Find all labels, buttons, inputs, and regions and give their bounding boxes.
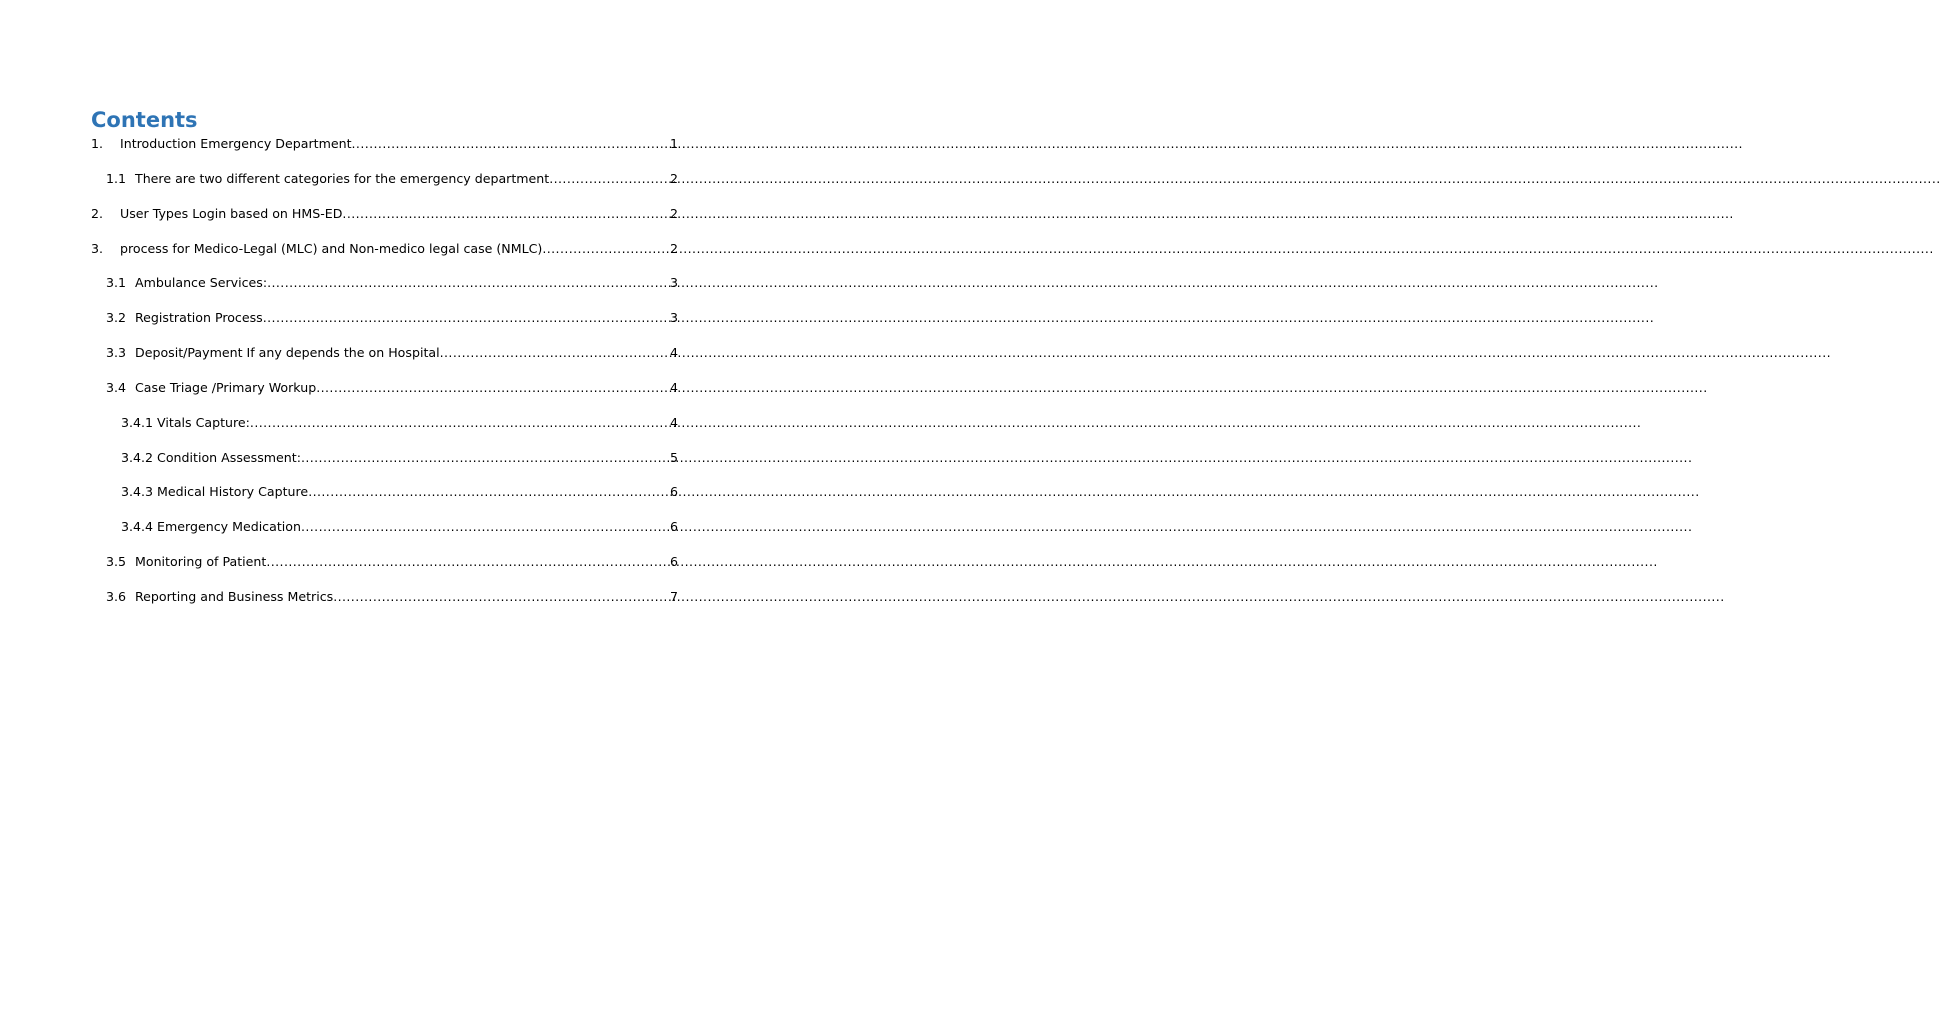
toc-dot-leader: [263, 309, 669, 327]
toc-entry-number: 3.5: [106, 554, 127, 570]
toc-entry-number: 3.3: [106, 345, 127, 361]
toc-entry-title: Ambulance Services:: [135, 275, 268, 291]
toc-entry-number: 3.2: [106, 310, 127, 326]
document-page: [0, 0, 768, 1024]
toc-entry-3-4[interactable]: [0, 376, 768, 411]
toc-entry-number: 3.1: [106, 275, 127, 291]
toc-heading: Contents: [91, 108, 198, 132]
toc-entry-title: There are two different categories for the emergency department: [135, 170, 550, 186]
toc-dot-leader: [352, 135, 669, 153]
toc-entry-page: 3: [669, 310, 678, 326]
toc-dot-leader: [342, 205, 669, 223]
toc-entry-page: 6: [669, 519, 678, 535]
toc-entry-3-6[interactable]: [0, 585, 768, 620]
toc-entry-title: process for Medico-Legal (MLC) and Non-medico legal case (NMLC): [120, 240, 543, 256]
toc-entry-page: 7: [669, 588, 678, 604]
toc-entry-page: 5: [669, 449, 678, 465]
toc-entry-3-4-1[interactable]: [0, 411, 768, 446]
toc-entry-3-5[interactable]: [0, 550, 768, 585]
toc-entry-title: Vitals Capture:: [157, 414, 250, 430]
toc-entry-number: 3.4.1: [121, 414, 154, 430]
toc-entry-title: Introduction Emergency Department: [120, 136, 352, 151]
toc-dot-leader: [440, 344, 669, 362]
toc-entry-3-3[interactable]: [0, 341, 768, 376]
toc-entry-title: Monitoring of Patient: [135, 554, 267, 570]
toc-entry-3-4-4[interactable]: [0, 515, 768, 550]
toc-dot-leader: [308, 483, 669, 501]
toc-entry-page: 1: [669, 136, 678, 151]
toc-entry-page: 2: [669, 205, 678, 221]
toc-dot-leader: [301, 518, 669, 536]
toc-entry-number: 1.1: [106, 170, 127, 186]
toc-entry-page: 6: [669, 484, 678, 500]
toc-entry-number: 3.6: [106, 588, 127, 604]
table-of-contents: [0, 132, 768, 620]
toc-entry-page: 4: [669, 379, 678, 395]
toc-entry-page: 4: [669, 345, 678, 361]
toc-entry-page: 6: [669, 554, 678, 570]
toc-entry-title: Emergency Medication: [157, 519, 301, 535]
toc-entry-2[interactable]: [0, 202, 768, 237]
toc-dot-leader: [301, 449, 669, 467]
toc-entry-3-1[interactable]: [0, 271, 768, 306]
toc-dot-leader: [250, 414, 669, 432]
toc-entry-number: 3.4.4: [121, 519, 154, 535]
toc-entry-number: 3.4: [106, 379, 127, 395]
toc-dot-leader: [549, 170, 669, 188]
toc-entry-number: 2.: [91, 205, 104, 221]
toc-entry-title: Medical History Capture: [157, 484, 309, 500]
toc-entry-number: 3.4.2: [121, 449, 154, 465]
toc-entry-title: Condition Assessment:: [157, 449, 301, 465]
toc-entry-title: Reporting and Business Metrics: [135, 588, 334, 604]
toc-entry-3[interactable]: [0, 237, 768, 272]
toc-entry-page: 2: [669, 240, 678, 256]
toc-entry-number: 3.4.3: [121, 484, 154, 500]
toc-dot-leader: [316, 379, 669, 397]
toc-dot-leader: [333, 588, 669, 606]
toc-entry-title: Deposit/Payment If any depends the on Hospital: [135, 345, 440, 361]
toc-entry-3-4-3[interactable]: [0, 480, 768, 515]
toc-entry-3-4-2[interactable]: [0, 446, 768, 481]
toc-entry-1[interactable]: [0, 132, 768, 167]
toc-entry-title: Case Triage /Primary Workup: [135, 379, 317, 395]
toc-dot-leader: [542, 240, 669, 258]
toc-entry-page: 4: [669, 414, 678, 430]
toc-entry-page: 2: [669, 170, 678, 186]
toc-entry-number: 1.: [91, 136, 104, 151]
toc-entry-page: 3: [669, 275, 678, 291]
toc-dot-leader: [267, 274, 669, 292]
toc-entry-title: User Types Login based on HMS-ED: [120, 205, 343, 221]
toc-entry-number: 3.: [91, 240, 104, 256]
toc-entry-1-1[interactable]: [0, 167, 768, 202]
toc-entry-title: Registration Process: [135, 310, 263, 326]
toc-entry-3-2[interactable]: [0, 306, 768, 341]
toc-dot-leader: [266, 553, 669, 571]
